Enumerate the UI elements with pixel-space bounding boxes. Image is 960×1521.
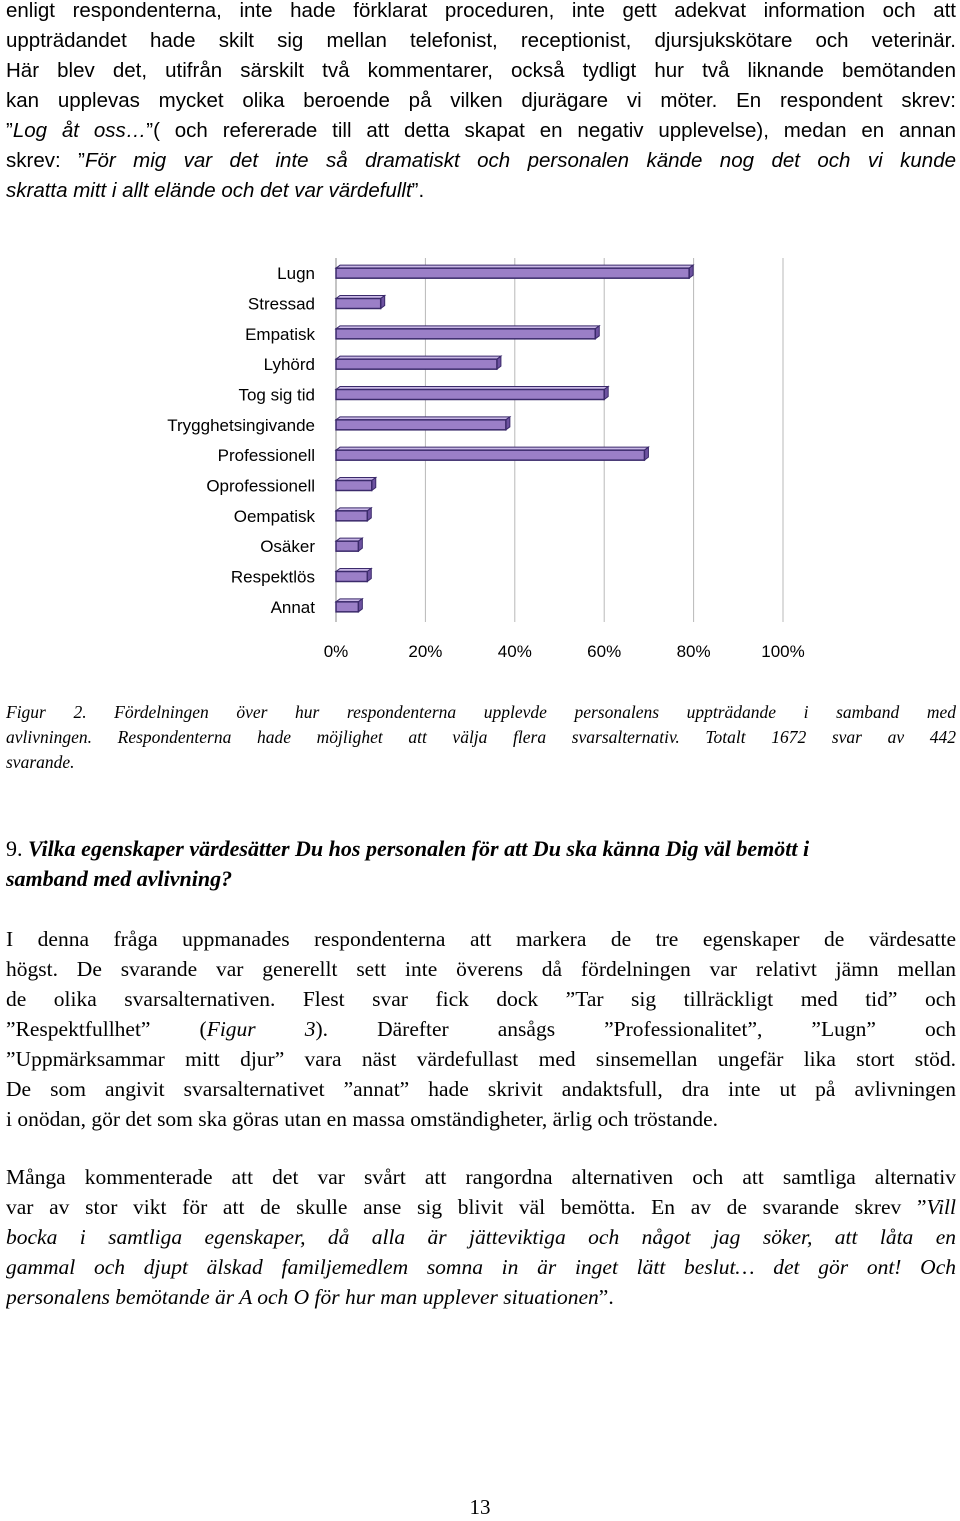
text-line: [6, 146, 956, 176]
text-span: var av stor vikt för att de skulle anse sig blivit väl bemötta. En av de svarande skrev ”: [6, 1195, 927, 1219]
text-line: [6, 1014, 956, 1044]
body-paragraph: [6, 924, 956, 1134]
text-line: [6, 1252, 956, 1282]
x-tick-label: 100%: [761, 642, 805, 661]
caption-label: Figur 2.: [6, 702, 87, 722]
category-label: Oprofessionell: [206, 476, 315, 496]
x-tick-label: 20%: [408, 642, 443, 661]
quote-italic: Log åt oss…: [12, 119, 147, 142]
quote-italic: personalens bemötande är A och O för hur man upplever situationen: [6, 1285, 599, 1309]
bar: [336, 602, 358, 612]
text-line: i onödan, gör det som ska göras utan en massa omständigheter, ärlig och tröstande.: [6, 1107, 719, 1131]
category-label: Stressad: [247, 294, 315, 314]
quote-italic: bocka i samtliga egenskaper, då alla är jätteviktiga och något jag söker, att låta en: [6, 1225, 956, 1249]
text-line: [6, 1222, 956, 1252]
text-line: De som angivit svarsalternativet ”annat” hade skrivit andaktsfull, dra inte ut på avlivningen: [6, 1077, 956, 1101]
bar-chart: [0, 250, 960, 670]
category-label: Lyhörd: [263, 355, 315, 375]
question-text: samband med avlivning?: [6, 866, 233, 891]
category-label: Lugn: [277, 264, 315, 284]
caption-line: [6, 700, 956, 725]
x-tick-label: 80%: [676, 642, 711, 661]
question-line: [6, 834, 956, 864]
quote-italic: skratta mitt i allt elände och det var värdefullt: [6, 179, 412, 202]
x-tick-label: 60%: [587, 642, 622, 661]
category-label: Empatisk: [245, 324, 315, 344]
text-line: Här blev det, utifrån särskilt två kommentarer, också tydligt hur två liknande bemötanden: [6, 59, 956, 82]
figure-ref: Figur 3: [206, 1017, 316, 1041]
bar: [336, 420, 506, 430]
caption-line: svarande.: [6, 752, 75, 772]
text-line: I denna fråga uppmanades respondenterna att markera de tre egenskaper de värdesatte: [6, 927, 956, 951]
caption-line: avlivningen. Respondenterna hade möjlighet att välja flera svarsalternativ. Totalt 1672 svar av 442: [6, 727, 956, 747]
text-line: kan upplevas mycket olika beroende på vilken djurägare vi möter. En respondent skrev:: [6, 89, 956, 112]
x-tick-label: 40%: [497, 642, 532, 661]
bar: [336, 329, 595, 339]
caption-text: Fördelningen över hur respondenterna upplevde personalens uppträdande i samband med: [114, 702, 957, 722]
text-line: högst. De svarande var generellt sett inte överens då fördelningen var relativt jämn mellan: [6, 957, 956, 981]
category-label: Oempatisk: [233, 506, 315, 526]
text-line: Många kommenterade att det var svårt att rangordna alternativen och att samtliga alternativ: [6, 1165, 956, 1189]
category-label: Respektlös: [230, 567, 315, 587]
bar-chart-svg: [0, 250, 960, 670]
question-number: 9.: [6, 836, 23, 861]
bar: [336, 299, 381, 309]
text-span: ”.: [411, 179, 425, 202]
bar: [336, 359, 497, 369]
text-line: uppträdandet hade skilt sig mellan telefonist, receptionist, djursjukskötare och veterinär.: [6, 29, 956, 52]
text-span: ). Därefter ansågs ”Professionalitet”, ”Lugn” och: [315, 1017, 956, 1041]
bar: [336, 481, 372, 491]
x-tick-label: 0%: [323, 642, 349, 661]
category-label: Annat: [270, 597, 315, 617]
quote-italic: Vill: [926, 1195, 956, 1219]
text-line: [6, 1282, 956, 1312]
question-text: Vilka egenskaper värdesätter Du hos personalen för att Du ska känna Dig väl bemött i: [28, 836, 810, 861]
question-line: [6, 864, 956, 894]
text-line: [6, 176, 956, 206]
quote-italic: gammal och djupt älskad familjemedlem somna in är inget lätt beslut… det gör ont! Och: [6, 1255, 956, 1279]
figure-caption: [6, 700, 956, 775]
question-heading: [6, 834, 956, 894]
text-span: ”Respektfullhet” (: [6, 1017, 207, 1041]
text-line: ”Uppmärksammar mitt djur” vara näst värdefullast med sinsemellan ungefär lika stort stöd.: [6, 1047, 956, 1071]
bar: [336, 511, 367, 521]
text-span: skrev: ”: [6, 149, 85, 172]
category-label: Tog sig tid: [238, 385, 315, 405]
page-number: 13: [469, 1495, 491, 1519]
intro-paragraph: [6, 0, 956, 206]
category-label: Professionell: [217, 446, 315, 466]
bar: [336, 541, 358, 551]
bar: [336, 572, 367, 582]
quote-italic: För mig var det inte så dramatiskt och personalen kände nog det och vi kunde: [84, 149, 956, 172]
bar: [336, 268, 689, 278]
text-span: ”.: [598, 1285, 614, 1309]
text-line: [6, 1192, 956, 1222]
text-line: enligt respondenterna, inte hade förklarat proceduren, inte gett adekvat information och att: [6, 0, 956, 22]
bar: [336, 390, 604, 400]
text-line: de olika svarsalternativen. Flest svar fick dock ”Tar sig tillräckligt med tid” och: [6, 987, 956, 1011]
body-paragraph: [6, 1162, 956, 1312]
text-span: ”( och refererade till att detta skapat en negativ upplevelse), medan en annan: [146, 119, 956, 142]
category-label: Trygghetsingivande: [167, 415, 315, 435]
bar: [336, 450, 644, 460]
text-line: ”Log åt oss…”( och refererade till att detta skapat en negativ upplevelse), medan en annan: [6, 119, 956, 142]
category-label: Osäker: [260, 537, 315, 557]
